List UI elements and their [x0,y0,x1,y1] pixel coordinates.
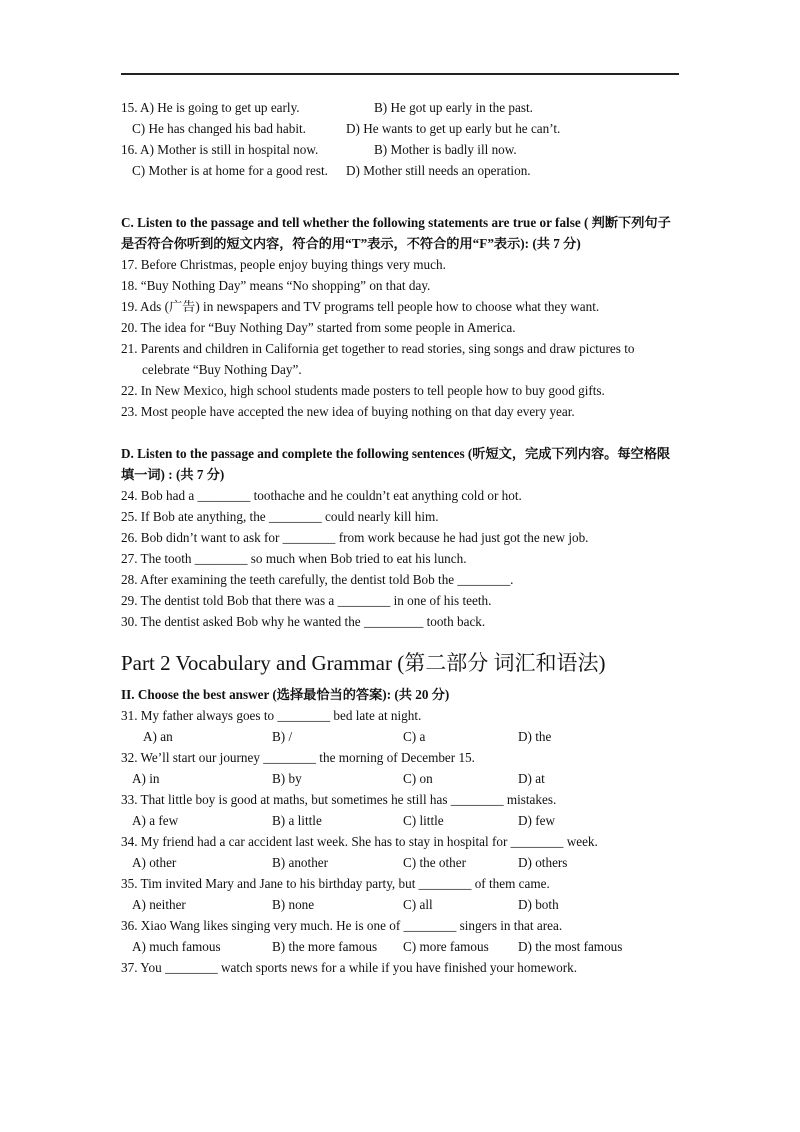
part-2-title: Part 2 Vocabulary and Grammar (第二部分 词汇和语法) [121,651,606,675]
q16-option-d: D) Mother still needs an operation. [346,163,531,178]
statement-21-continued: celebrate “Buy Nothing Day”. [142,362,302,377]
q32-option-a: A) in [132,771,160,786]
q32-option-c: C) on [403,771,433,786]
section-d-heading: D. Listen to the passage and complete the following sentences (听短文，完成下列内容。每空格限填一词) : (共 7 分) [121,446,671,482]
sentence-24: 24. Bob had a ________ toothache and he couldn’t eat anything cold or hot. [121,488,522,503]
question-34-options [121,852,681,873]
statement-23: 23. Most people have accepted the new idea of buying nothing on that day every year. [121,404,575,419]
q15-option-c: C) He has changed his bad habit. [132,121,306,136]
question-33-stem: 33. That little boy is good at maths, but sometimes he still has ________ mistakes. [121,792,557,807]
question-16-row-1 [121,139,681,160]
q36-option-c: C) more famous [403,939,489,954]
question-16-row-2 [121,160,681,181]
sentence-28: 28. After examining the teeth carefully, the dentist told Bob the ________. [121,572,514,587]
sentence-25: 25. If Bob ate anything, the ________ could nearly kill him. [121,509,439,524]
question-32-stem: 32. We’ll start our journey ________ the morning of December 15. [121,750,475,765]
q16-option-b: B) Mother is badly ill now. [374,142,517,157]
statement-17: 17. Before Christmas, people enjoy buying things very much. [121,257,446,272]
q34-option-d: D) others [518,855,568,870]
q36-option-b: B) the more famous [272,939,378,954]
question-35-stem: 35. Tim invited Mary and Jane to his birthday party, but ________ of them came. [121,876,550,891]
question-31-stem: 31. My father always goes to ________ bed late at night. [121,708,422,723]
question-33-options [121,810,681,831]
q31-option-c: C) a [403,729,426,744]
q16-option-a: 16. A) Mother is still in hospital now. [121,142,319,157]
statement-18: 18. “Buy Nothing Day” means “No shopping” on that day. [121,278,431,293]
q34-option-a: A) other [132,855,177,870]
question-36-options [121,936,681,957]
q31-option-d: D) the [518,729,552,744]
exam-page [121,97,681,978]
q15-option-b: B) He got up early in the past. [374,100,533,115]
question-36-stem: 36. Xiao Wang likes singing very much. He is one of ________ singers in that area. [121,918,563,933]
q33-option-a: A) a few [132,813,179,828]
q34-option-b: B) another [272,855,329,870]
section-c-heading: C. Listen to the passage and tell whether the following statements are true or false ( 判断下列句子是否符合你听到的短文内容，符合的用“T”表示，不符合的用“F”表示): (共 7 分) [121,215,671,251]
q35-option-b: B) none [272,897,315,912]
question-34-stem: 34. My friend had a car accident last week. She has to stay in hospital for ________ week. [121,834,598,849]
section-ii-heading: II. Choose the best answer (选择最恰当的答案): (共 20 分) [121,687,450,702]
sentence-26: 26. Bob didn’t want to ask for ________ from work because he had just got the new job. [121,530,589,545]
q16-option-c: C) Mother is at home for a good rest. [132,163,328,178]
question-15-row-2 [121,118,681,139]
q35-option-a: A) neither [132,897,186,912]
sentence-29: 29. The dentist told Bob that there was a ________ in one of his teeth. [121,593,492,608]
q36-option-a: A) much famous [132,939,221,954]
header-rule [121,73,679,75]
question-15-row-1 [121,97,681,118]
question-37-stem: 37. You ________ watch sports news for a while if you have finished your homework. [121,960,578,975]
question-35-options [121,894,681,915]
q36-option-d: D) the most famous [518,939,623,954]
q33-option-c: C) little [403,813,444,828]
statement-22: 22. In New Mexico, high school students made posters to tell people how to buy good gifts. [121,383,605,398]
statement-19: 19. Ads (广告) in newspapers and TV programs tell people how to choose what they want. [121,299,600,314]
q31-option-a: A) an [143,729,173,744]
q33-option-d: D) few [518,813,555,828]
q35-option-d: D) both [518,897,559,912]
q15-option-d: D) He wants to get up early but he can’t. [346,121,561,136]
q32-option-d: D) at [518,771,545,786]
q32-option-b: B) by [272,771,302,786]
statement-21: 21. Parents and children in California get together to read stories, sing songs and draw pictures to [121,341,635,356]
question-31-options [121,726,681,747]
statement-20: 20. The idea for “Buy Nothing Day” started from some people in America. [121,320,516,335]
q33-option-b: B) a little [272,813,322,828]
q34-option-c: C) the other [403,855,466,870]
question-32-options [121,768,681,789]
q15-option-a: 15. A) He is going to get up early. [121,100,300,115]
q31-option-b: B) / [272,729,293,744]
sentence-27: 27. The tooth ________ so much when Bob tried to eat his lunch. [121,551,467,566]
sentence-30: 30. The dentist asked Bob why he wanted the _________ tooth back. [121,614,486,629]
q35-option-c: C) all [403,897,433,912]
